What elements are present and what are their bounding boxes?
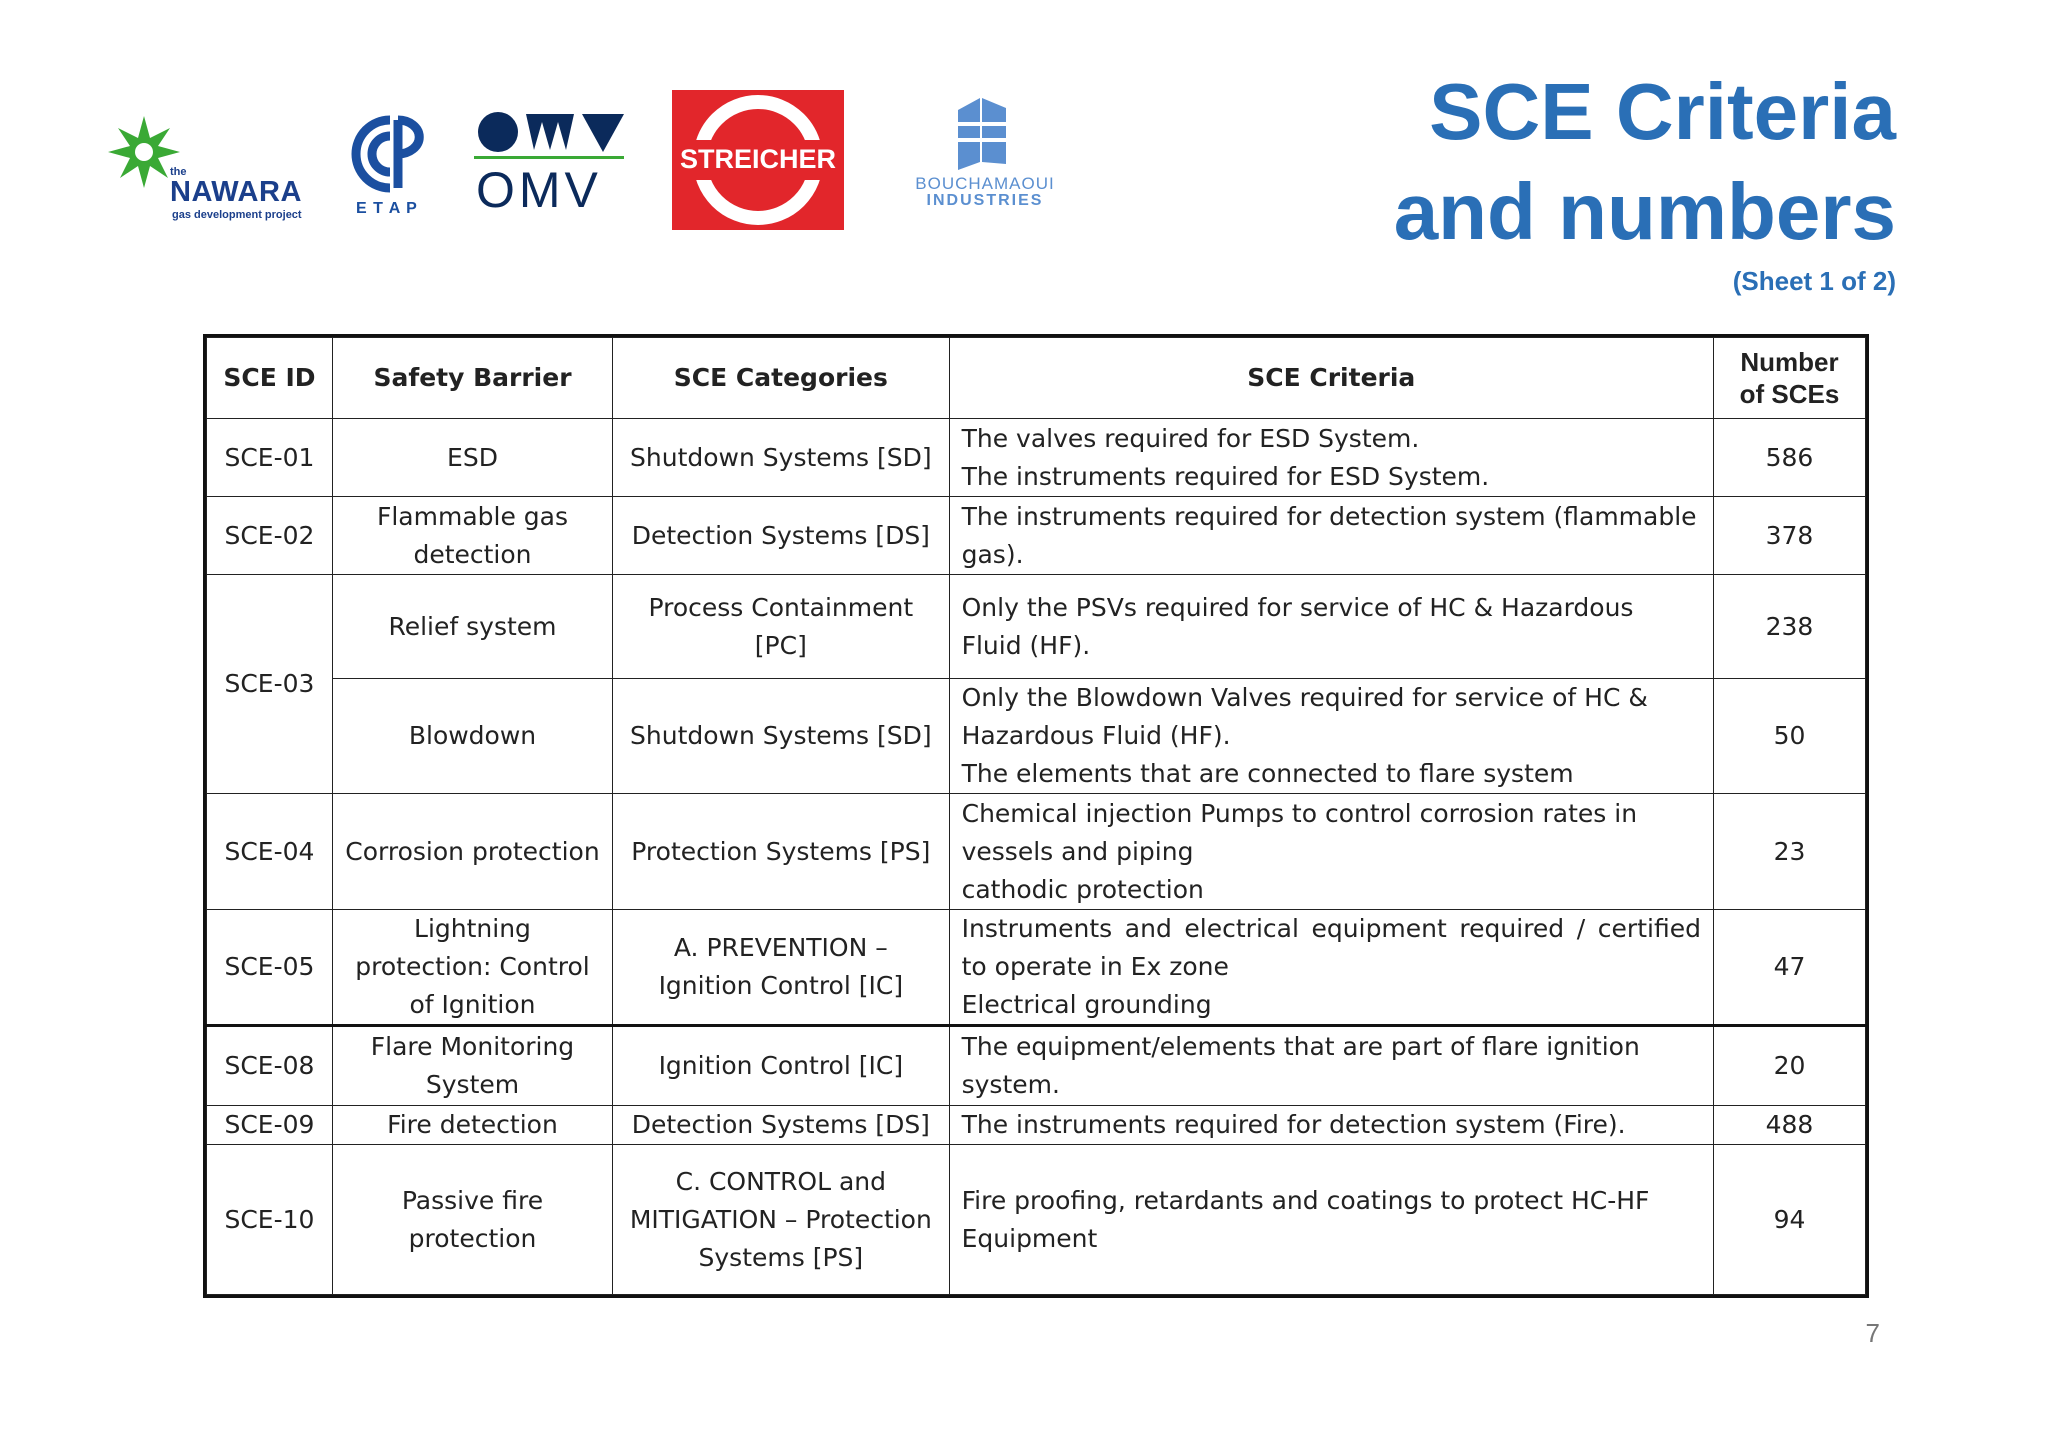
nawara-logo-tagline: gas development project xyxy=(172,209,302,221)
streicher-logo xyxy=(672,90,844,230)
table-row xyxy=(207,794,1866,910)
cell-number: 488 xyxy=(1713,1106,1865,1145)
criteria-line: cathodic protection xyxy=(961,874,1204,904)
cell-number: 47 xyxy=(1713,910,1865,1026)
header-sce-categories: SCE Categories xyxy=(613,338,950,419)
cell-criteria xyxy=(949,575,1713,679)
table-row xyxy=(207,497,1866,575)
cell-criteria xyxy=(949,419,1713,497)
cell-sce-id: SCE-09 xyxy=(207,1106,333,1145)
etap-mark-icon xyxy=(350,112,442,196)
cell-criteria xyxy=(949,497,1713,575)
criteria-line: Instruments and electrical equipment required / certified to operate in Ex zone xyxy=(961,914,1701,981)
cell-safety-barrier: Flare Monitoring System xyxy=(332,1026,612,1106)
title-subtitle: (Sheet 1 of 2) xyxy=(1732,266,1896,296)
cell-number: 586 xyxy=(1713,419,1865,497)
etap-logo-label: E T A P xyxy=(356,200,418,217)
cell-safety-barrier: Relief system xyxy=(332,575,612,679)
cell-sce-id: SCE-03 xyxy=(207,575,333,794)
cell-category: Shutdown Systems [SD] xyxy=(613,679,950,794)
criteria-line: The elements that are connected to flare system xyxy=(961,759,1574,788)
cell-category: Protection Systems [PS] xyxy=(613,794,950,910)
cell-number: 94 xyxy=(1713,1145,1865,1295)
cell-sce-id: SCE-05 xyxy=(207,910,333,1026)
criteria-line: The valves required for ESD System. xyxy=(961,423,1420,453)
cell-category: Detection Systems [DS] xyxy=(613,497,950,575)
cell-criteria xyxy=(949,679,1713,794)
criteria-line: Only the PSVs required for service of HC & Hazardous Fluid (HF). xyxy=(961,592,1634,660)
header-number-of-sces: Number of SCEs xyxy=(1713,338,1865,419)
cell-criteria xyxy=(949,910,1713,1026)
header-sce-id: SCE ID xyxy=(207,338,333,419)
slide-title xyxy=(1394,62,1896,298)
criteria-line: The instruments required for detection system (Fire). xyxy=(961,1110,1626,1139)
table-row xyxy=(207,1145,1866,1295)
cell-safety-barrier: Blowdown xyxy=(332,679,612,794)
cell-safety-barrier: Corrosion protection xyxy=(332,794,612,910)
table-header-row xyxy=(207,338,1866,419)
nawara-logo xyxy=(108,112,328,222)
cell-criteria xyxy=(949,1145,1713,1295)
table-row xyxy=(207,910,1866,1026)
cell-number: 238 xyxy=(1713,575,1865,679)
cell-sce-id: SCE-02 xyxy=(207,497,333,575)
cell-category: Detection Systems [DS] xyxy=(613,1106,950,1145)
cell-safety-barrier: Flammable gas detection xyxy=(332,497,612,575)
bouchamaoui-logo-line2: INDUSTRIES xyxy=(926,192,1044,209)
table-row xyxy=(207,575,1866,679)
cell-category: C. CONTROL and MITIGATION – Protection Systems [PS] xyxy=(613,1145,950,1295)
cell-number: 20 xyxy=(1713,1026,1865,1106)
nawara-logo-name: NAWARA xyxy=(170,176,302,208)
sce-table-container xyxy=(203,334,1869,1298)
omv-mark-icon xyxy=(474,112,628,160)
criteria-line: Chemical injection Pumps to control corrosion rates in vessels and piping xyxy=(961,798,1638,866)
cell-category: Shutdown Systems [SD] xyxy=(613,419,950,497)
cell-criteria xyxy=(949,1026,1713,1106)
cell-category: Process Containment [PC] xyxy=(613,575,950,679)
cell-sce-id: SCE-01 xyxy=(207,419,333,497)
cell-number: 50 xyxy=(1713,679,1865,794)
title-line-2: and numbers xyxy=(1393,167,1896,256)
table-row xyxy=(207,679,1866,794)
cell-criteria xyxy=(949,794,1713,910)
sce-table xyxy=(206,337,1866,1295)
streicher-logo-label: STREICHER xyxy=(679,144,836,174)
criteria-line: The equipment/elements that are part of flare ignition system. xyxy=(961,1032,1640,1099)
criteria-line: The instruments required for ESD System. xyxy=(961,461,1490,491)
omv-logo-label: OMV xyxy=(476,162,602,218)
cell-category: Ignition Control [IC] xyxy=(613,1026,950,1106)
title-line-1: SCE Criteria xyxy=(1429,67,1896,156)
cell-safety-barrier: Lightning protection: Control of Ignition xyxy=(332,910,612,1026)
criteria-line: Only the Blowdown Valves required for service of HC & Hazardous Fluid (HF). xyxy=(961,683,1648,750)
cell-number: 378 xyxy=(1713,497,1865,575)
cell-category: A. PREVENTION – Ignition Control [IC] xyxy=(613,910,950,1026)
criteria-line: Electrical grounding xyxy=(961,990,1212,1019)
cell-safety-barrier: Passive fire protection xyxy=(332,1145,612,1295)
table-row xyxy=(207,419,1866,497)
nawara-logo-small: the xyxy=(170,166,187,178)
cell-safety-barrier: ESD xyxy=(332,419,612,497)
table-row xyxy=(207,1026,1866,1106)
etap-logo xyxy=(350,112,442,222)
cell-safety-barrier: Fire detection xyxy=(332,1106,612,1145)
table-row xyxy=(207,1106,1866,1145)
cell-criteria xyxy=(949,1106,1713,1145)
cell-sce-id: SCE-04 xyxy=(207,794,333,910)
cell-sce-id: SCE-10 xyxy=(207,1145,333,1295)
bouchamaoui-mark-icon xyxy=(880,92,1090,172)
header-safety-barrier: Safety Barrier xyxy=(332,338,612,419)
cell-sce-id: SCE-08 xyxy=(207,1026,333,1106)
page-number: 7 xyxy=(1865,1318,1880,1348)
omv-logo xyxy=(474,112,628,222)
header-sce-criteria: SCE Criteria xyxy=(949,338,1713,419)
bouchamaoui-logo xyxy=(880,92,1090,218)
bouchamaoui-logo-line1: BOUCHAMAOUI xyxy=(915,174,1055,193)
criteria-line: Fire proofing, retardants and coatings to protect HC-HF Equipment xyxy=(961,1185,1650,1253)
criteria-line: The instruments required for detection system (flammable gas). xyxy=(961,501,1697,569)
cell-number: 23 xyxy=(1713,794,1865,910)
